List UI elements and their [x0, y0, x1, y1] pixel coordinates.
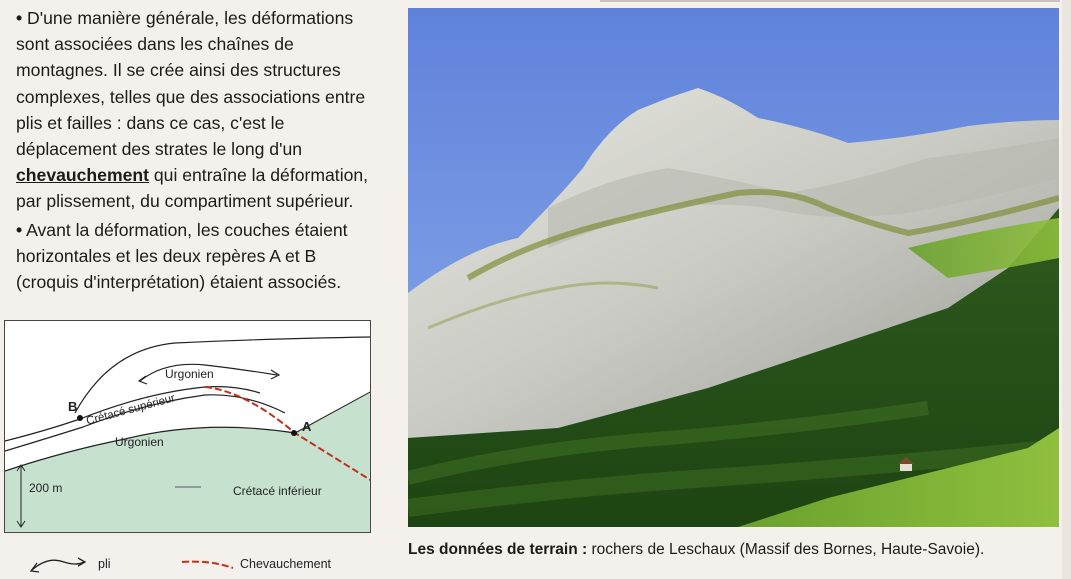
bullet: •	[16, 219, 23, 240]
fold-legend-label: pli	[98, 557, 111, 571]
fold-top-line	[75, 337, 371, 413]
interpretation-diagram	[4, 320, 371, 533]
thrust-legend-icon	[180, 554, 235, 578]
paragraph-avant-deformation	[16, 217, 376, 296]
caption-bold: Les données de terrain :	[408, 541, 588, 558]
caption-text: rochers de Leschaux (Massif des Bornes, Haute-Savoie).	[587, 541, 985, 558]
label-point-b: B	[68, 399, 78, 414]
label-urgonien-top: Urgonien	[165, 367, 214, 381]
photo-drawing	[408, 8, 1059, 527]
paragraph-deformations	[16, 5, 376, 215]
photo-caption	[408, 541, 984, 559]
text-column	[16, 5, 376, 297]
bullet: •	[16, 8, 23, 28]
page-top-rule	[600, 0, 1060, 2]
point-a	[291, 430, 297, 436]
label-point-a: A	[302, 419, 312, 434]
label-cretace-superieur: Crétacé supérieur	[85, 392, 177, 428]
thrust-legend-label: Chevauchement	[240, 557, 332, 571]
page-edge	[1062, 0, 1071, 579]
keyword-chevauchement: chevauchement	[16, 165, 149, 186]
label-scale: 200 m	[29, 481, 63, 495]
point-b	[77, 415, 83, 421]
label-cretace-inferieur: Crétacé inférieur	[233, 484, 322, 498]
diagram-drawing	[5, 321, 371, 533]
paragraph-1-text-before: D'une manière générale, les déformations sont associées dans les chaînes de montagnes. Il se crée ainsi des structures complexes, telles que des associations entre plis et failles : dans ce cas, c'est le déplacement des strates le long d'un	[16, 8, 366, 160]
cretace-inferieur-area	[5, 391, 371, 533]
paragraph-2-text: Avant la déformation, les couches étaient horizontales et les deux repères A et B (croquis d'interprétation) étaient associés.	[16, 219, 348, 293]
paragraph-1-text-after: qui entraîne la déformation, par plissement, du compartiment supérieur.	[16, 165, 369, 212]
fold-legend-icon	[28, 554, 88, 578]
diagram-legend	[28, 554, 378, 578]
label-urgonien-mid: Urgonien	[115, 435, 164, 449]
field-photograph	[408, 8, 1059, 527]
